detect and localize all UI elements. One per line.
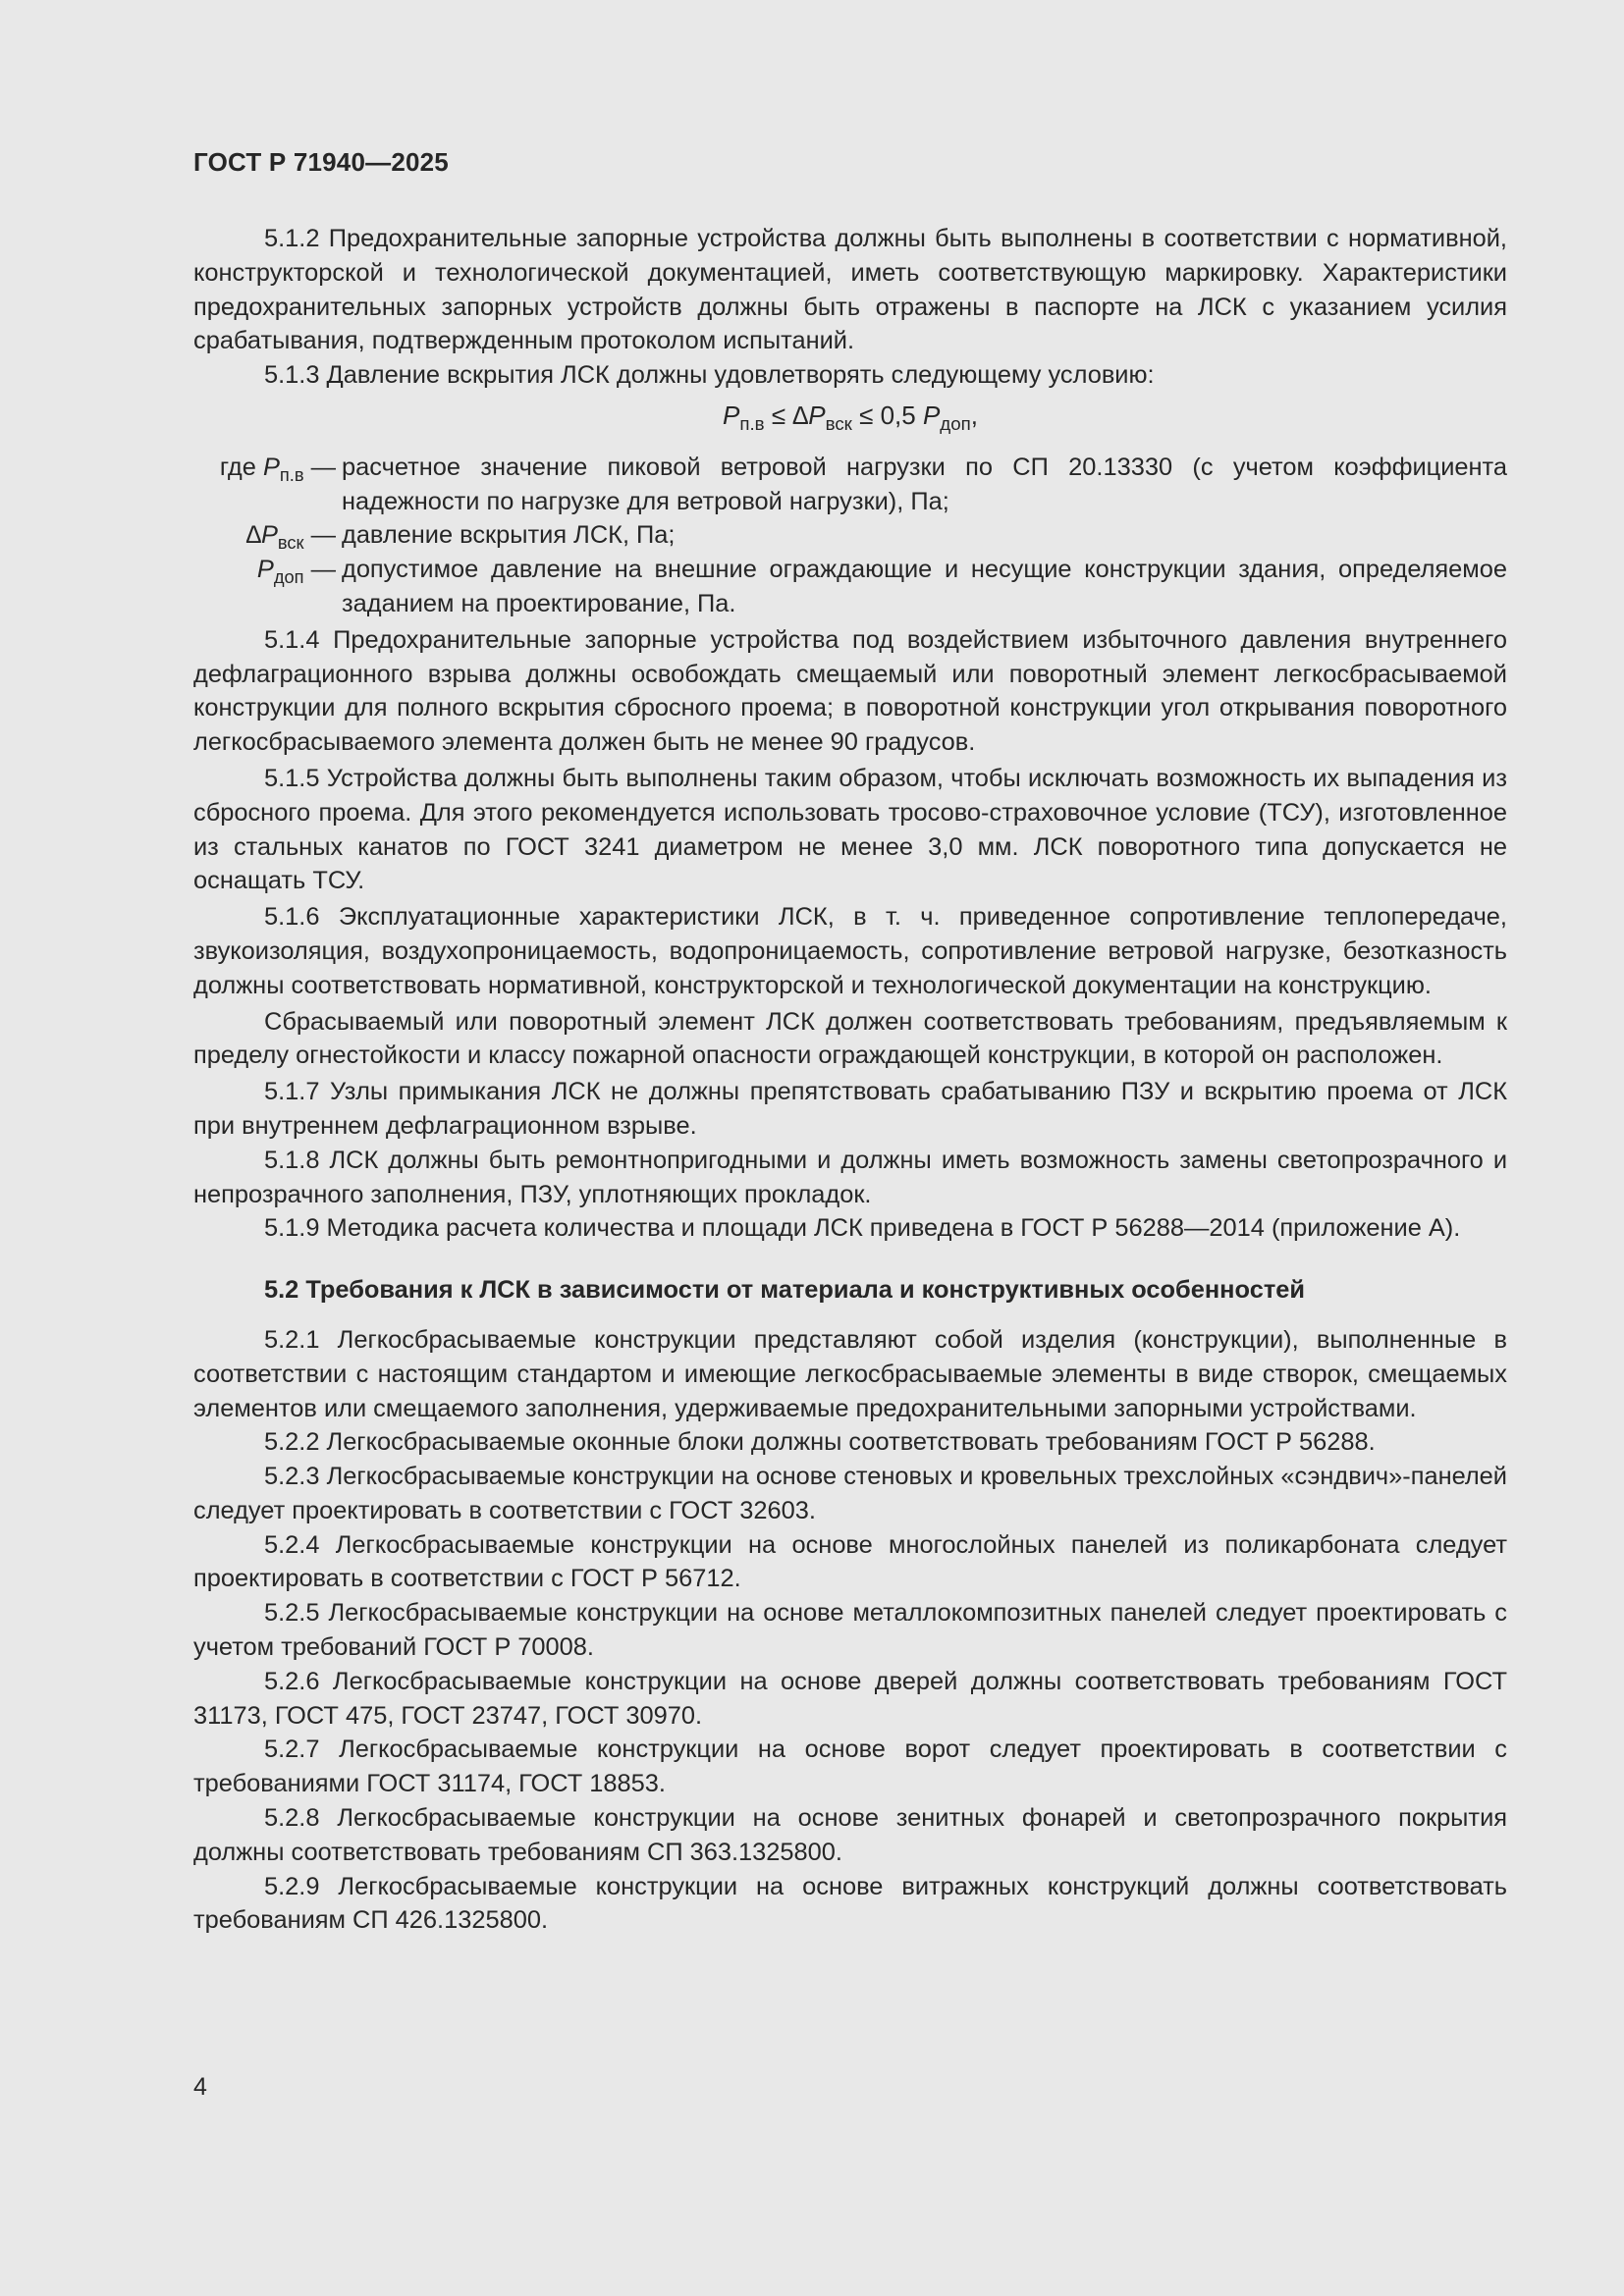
clause-5-1-9: 5.1.9 Методика расчета количества и площади ЛСК приведена в ГОСТ Р 56288—2014 (приложение А). — [264, 1214, 1461, 1243]
clause-5-1-5: 5.1.5 Устройства должны быть выполнены таким образом, чтобы исключать возможность их выпадения из сбросного проема. Для этого рекомендуется использовать тросово-страховочное условие (ТСУ), изготовленное из стальных канатов по ГОСТ 3241 диаметром не менее 3,0 мм. ЛСК поворотного типа допускается не оснащать ТСУ. — [193, 764, 1507, 895]
clause-5-1-4: 5.1.4 Предохранительные запорные устройства под воздействием избыточного давления внутреннего дефлаграционного взрыва должны освобождать смещаемый или поворотный элемент легкосбрасываемой конструкции для полного вскрытия сбросного проема; в поворотной конструкции угол открывания поворотного легкосбрасываемого элемента должен быть не менее 90 градусов. — [193, 625, 1507, 757]
clause-5-2-3: 5.2.3 Легкосбрасываемые конструкции на основе стеновых и кровельных трехслойных «сэндвич»-панелей следует проектировать в соответствии с ГОСТ 32603. — [193, 1463, 1507, 1524]
clause-5-2-4: 5.2.4 Легкосбрасываемые конструкции на основе многослойных панелей из поликарбоната следует проектировать в соответствии с ГОСТ Р 56712. — [193, 1530, 1507, 1593]
where-sub-3: доп — [273, 566, 304, 588]
where-sub-1: п.в — [279, 463, 304, 485]
where-dash-1: — — [303, 453, 336, 481]
document-body — [193, 222, 1507, 1938]
document-code-header: ГОСТ Р 71940—2025 — [193, 147, 449, 177]
clause-5-2-9: 5.2.9 Легкосбрасываемые конструкции на основе витражных конструкций должны соответствовать требованиям СП 426.1325800. — [193, 1872, 1507, 1935]
clause-5-2-8: 5.2.8 Легкосбрасываемые конструкции на основе зенитных фонарей и светопрозрачного покрытия должны соответствовать требованиям СП 363.1325800. — [193, 1804, 1507, 1866]
where-row — [193, 518, 1507, 553]
clause-5-2-5: 5.2.5 Легкосбрасываемые конструкции на основе металлокомпозитных панелей следует проектировать с учетом требований ГОСТ Р 70008. — [193, 1599, 1507, 1662]
where-sym-2: ∆P — [245, 521, 278, 550]
formula-p-dop-symbol: P — [922, 400, 941, 430]
clause-5-2-7: 5.2.7 Легкосбрасываемые конструкции на основе ворот следует проектировать в соответствии с требованиями ГОСТ 31174, ГОСТ 18853. — [193, 1735, 1507, 1798]
formula-p-symbol: P — [723, 400, 740, 430]
where-dash-2: — — [303, 521, 336, 550]
clause-5-2-6: 5.2.6 Легкосбрасываемые конструкции на основе дверей должны соответствовать требованиям ГОСТ 31173, ГОСТ 475, ГОСТ 23747, ГОСТ 30970. — [193, 1667, 1507, 1730]
where-symbol — [193, 451, 342, 519]
where-symbol — [193, 518, 342, 553]
clause-5-2-1: 5.2.1 Легкосбрасываемые конструкции представляют собой изделия (конструкции), выполненные в соответствии с настоящим стандартом и имеющие легкосбрасываемые элементы в виде створок, смещаемых элементов или смещаемого заполнения, удерживаемые предохранительными запорными устройствами. — [193, 1325, 1507, 1422]
where-desc-2: давление вскрытия ЛСК, Па; — [342, 521, 676, 550]
formula-le-1: ≤ — [764, 400, 793, 430]
where-sub-2: вск — [277, 532, 304, 554]
where-dash-3: — — [303, 556, 336, 584]
where-row — [193, 553, 1507, 621]
formula-delta-p-symbol: ∆P — [792, 400, 826, 430]
where-prefix: где — [219, 453, 263, 481]
formula-sub-dop: доп — [940, 412, 971, 434]
where-symbol — [193, 553, 342, 621]
formula-sub-vsk: вск — [825, 412, 852, 434]
formula-le-2: ≤ 0,5 — [851, 400, 923, 430]
page-number: 4 — [193, 2073, 207, 2101]
clause-5-1-8: 5.1.8 ЛСК должны быть ремонтнопригодными и должны иметь возможность замены светопрозрачного и непрозрачного заполнения, ПЗУ, уплотняющих прокладок. — [193, 1146, 1507, 1208]
where-desc-1: расчетное значение пиковой ветровой нагрузки по СП 20.13330 (с учетом коэффициента надежности по нагрузке для ветровой нагрузки), Па; — [342, 453, 1507, 515]
formula-tail: , — [970, 400, 978, 430]
where-sym-3: P — [256, 556, 274, 584]
clause-5-1-2: 5.1.2 Предохранительные запорные устройства должны быть выполнены в соответствии с нормативной, конструкторской и технологической документацией, иметь соответствующую маркировку. Характеристики предохранительных запорных устройств должны быть отражены в паспорте на ЛСК с указанием усилия срабатывания, подтвержденным протоколом испытаний. — [193, 225, 1507, 355]
where-desc-3: допустимое давление на внешние ограждающие и несущие конструкции здания, определяемое заданием на проектирование, Па. — [342, 556, 1507, 617]
clause-5-1-6-continued: Сбрасываемый или поворотный элемент ЛСК должен соответствовать требованиям, предъявляемым к пределу огнестойкости и классу пожарной опасности ограждающей конструкции, в которой он расположен. — [193, 1007, 1507, 1070]
opening-pressure-formula — [193, 399, 1507, 433]
clause-5-1-7: 5.1.7 Узлы примыкания ЛСК не должны препятствовать срабатыванию ПЗУ и вскрытию проема от ЛСК при внутреннем дефлаграционном взрыве. — [193, 1078, 1507, 1140]
formula-sub-pv: п.в — [739, 412, 765, 434]
where-row — [193, 451, 1507, 519]
clause-5-2-2: 5.2.2 Легкосбрасываемые оконные блоки должны соответствовать требованиям ГОСТ Р 56288. — [264, 1428, 1376, 1457]
section-heading-5-2: 5.2 Требования к ЛСК в зависимости от материала и конструктивных особенностей — [264, 1276, 1305, 1305]
clause-5-1-6: 5.1.6 Эксплуатационные характеристики ЛСК, в т. ч. приведенное сопротивление теплопередаче, звукоизоляция, воздухопроницаемость, водопроницаемость, сопротивление ветровой нагрузке, безотказность должны соответствовать нормативной, конструкторской и технологической документации на конструкцию. — [193, 903, 1507, 999]
clause-5-1-3: 5.1.3 Давление вскрытия ЛСК должны удовлетворять следующему условию: — [264, 361, 1155, 390]
where-sym-1: P — [262, 453, 280, 481]
